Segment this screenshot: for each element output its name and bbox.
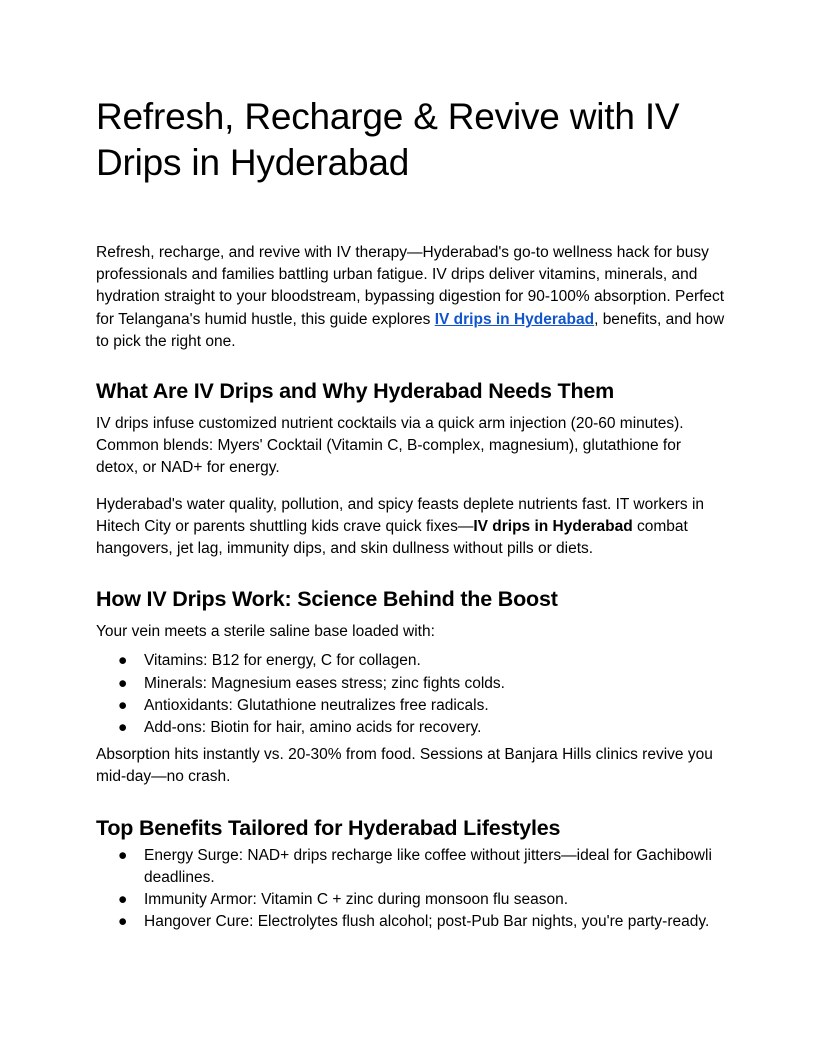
section3-bullet-list — [96, 845, 726, 934]
section1-p2-before: Hyderabad's water quality, pollution, and spicy feasts deplete nutrients fast. IT workers in Hitech City or parents shuttling kids crave quick fixes— — [96, 495, 705, 535]
list-item — [96, 717, 726, 739]
intro-text-after: , benefits, and how to pick the right one. — [96, 310, 725, 350]
document-page — [96, 0, 726, 933]
list-item-text: Immunity Armor: Vitamin C + zinc during monsoon flu season. — [144, 891, 568, 909]
list-item-text: Minerals: Magnesium eases stress; zinc fights colds. — [144, 674, 505, 692]
bullet-icon: ● — [118, 652, 128, 670]
section1-paragraph-2 — [96, 494, 726, 561]
bullet-icon: ● — [118, 674, 128, 692]
bullet-icon: ● — [118, 696, 128, 714]
section1-p2-bold: IV drips in Hyderabad — [473, 517, 633, 535]
intro-text-before: Refresh, recharge, and revive with IV therapy—Hyderabad's go-to wellness hack for busy professionals and families battling urban fatigue. IV drips deliver vitamins, minerals, and hydration straight to your bloodstream, bypassing digestion for 90-100% absorption. Perfect for Telangana's humid hustle, this guide explores — [96, 244, 725, 328]
page-title: Refresh, Recharge & Revive with IV Drips in Hyderabad — [96, 96, 680, 183]
list-item — [96, 889, 726, 911]
section1-paragraph-1: IV drips infuse customized nutrient cocktails via a quick arm injection (20-60 minutes). Common blends: Myers' Cocktail (Vitamin C, B-complex, magnesium), glutathione for detox, or NAD+ for energy. — [96, 415, 684, 477]
section-heading-top-benefits: Top Benefits Tailored for Hyderabad Lifestyles — [96, 815, 561, 840]
list-item — [96, 673, 726, 695]
bullet-icon: ● — [118, 719, 128, 737]
list-item-text: Antioxidants: Glutathione neutralizes free radicals. — [144, 696, 489, 714]
list-item — [96, 650, 726, 672]
section2-closing: Absorption hits instantly vs. 20-30% from food. Sessions at Banjara Hills clinics revive you mid-day—no crash. — [96, 746, 713, 786]
list-item-text: Add-ons: Biotin for hair, amino acids for recovery. — [144, 719, 482, 737]
iv-drips-hyderabad-link[interactable]: IV drips in Hyderabad — [434, 310, 595, 328]
section1-p2-after: combat hangovers, jet lag, immunity dips, and skin dullness without pills or diets. — [96, 517, 688, 558]
list-item — [96, 695, 726, 717]
section-heading-how-iv-drips-work: How IV Drips Work: Science Behind the Boost — [96, 587, 558, 612]
intro-paragraph — [96, 242, 726, 353]
section2-bullet-list — [96, 650, 726, 739]
section-heading-what-are-iv-drips: What Are IV Drips and Why Hyderabad Needs Them — [96, 379, 615, 404]
section2-lead: Your vein meets a sterile saline base loaded with: — [96, 623, 435, 641]
bullet-icon: ● — [118, 891, 128, 909]
list-item-text: Hangover Cure: Electrolytes flush alcohol; post-Pub Bar nights, you're party-ready. — [144, 913, 710, 931]
list-item-text: Energy Surge: NAD+ drips recharge like coffee without jitters—ideal for Gachibowli deadlines. — [144, 846, 712, 886]
bullet-icon: ● — [118, 913, 128, 931]
bullet-icon: ● — [118, 846, 128, 864]
list-item-text: Vitamins: B12 for energy, C for collagen. — [144, 652, 421, 670]
list-item — [96, 911, 726, 933]
list-item — [96, 845, 726, 889]
